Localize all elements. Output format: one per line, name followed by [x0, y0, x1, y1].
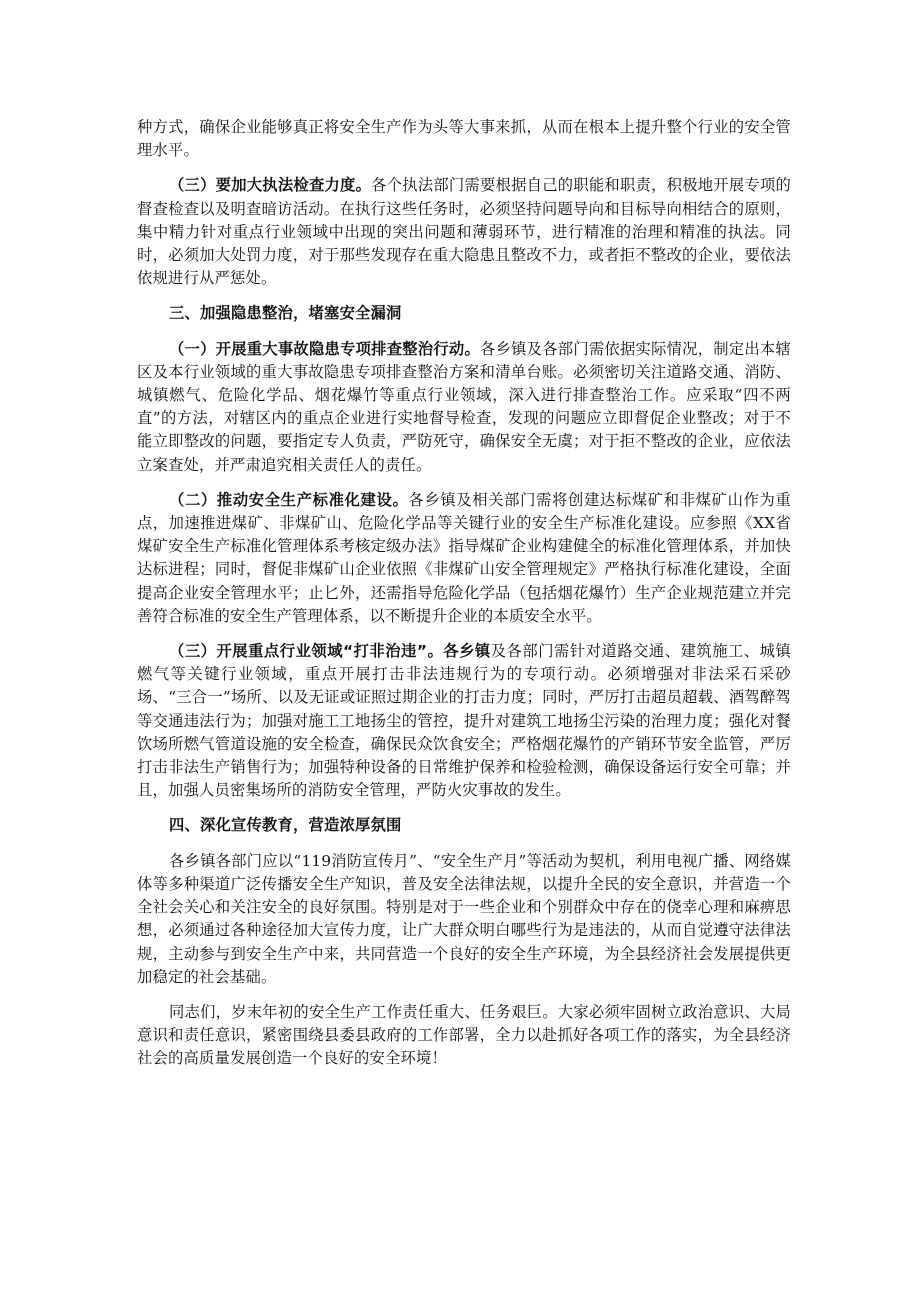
- paragraph-lead: （二）推动安全生产标准化建设。: [169, 490, 409, 509]
- section-heading-3: 三、加强隐患整治，堵塞安全漏洞: [169, 304, 402, 323]
- document-page: [137, 116, 791, 1071]
- paragraph-enforcement-inspection: [137, 174, 791, 290]
- paragraph-standardization: [137, 489, 791, 628]
- paragraph-body: 各乡镇及各部门需依据实际情况，制定出本辖区及本行业领域的重大事故隐患专项排查整治方案和清单台账。必须密切关注道路交通、消防、城镇燃气、危险化学品、烟花爆竹等重点行业领域，深入进行排查整治工作。应采取“四不两直”的方法，对辖区内的重点企业进行实地督导检查，发现的问题应立即督促企业整改；对于不能立即整改的问题，要指定专人负责，严防死守，确保安全无虞；对于拒不整改的企业，应依法立案查处，并严肃追究相关责任人的责任。: [137, 339, 791, 474]
- paragraph-crackdown: [137, 640, 791, 802]
- paragraph-publicity: 各乡镇各部门应以“119消防宣传月”、“安全生产月”等活动为契机，利用电视广播、网络媒体等多种渠道广泛传播安全生产知识，普及安全法律法规，以提升全民的安全意识，并营造一个全社会关心和关注安全的良好氛围。特别是对于一些企业和个别群众中存在的侥幸心理和麻痹思想，必须通过各种途径加大宣传力度，让广大群众明白哪些行为是违法的，从而自觉遵守法律法规，主动参与到安全生产中来，共同营造一个良好的安全生产环境，为全县经济社会发展提供更加稳定的社会基础。: [137, 851, 791, 986]
- section-heading-4: 四、深化宣传教育，营造浓厚氛围: [169, 816, 402, 835]
- paragraph-body: 各乡镇及相关部门需将创建达标煤矿和非煤矿山作为重点，加速推进煤矿、非煤矿山、危险化学品等关键行业的安全生产标准化建设。应参照《XX省煤矿安全生产标准化管理体系考核定级办法》指导煤矿企业构建健全的标准化管理体系，并加快达标进程；同时，督促非煤矿山企业依照《非煤矿山安全管理规定》严格执行标准化建设，全面提高企业安全管理水平；止匕外，还需指导危险化学品（包括烟花爆竹）生产企业规范建立并完善符合标准的安全生产管理体系，以不断提升企业的本质安全水平。: [137, 490, 791, 625]
- paragraph-hazard-inspection: [137, 338, 791, 477]
- paragraph-closing: 同志们，岁末年初的安全生产工作责任重大、任务艰巨。大家必须牢固树立政治意识、大局意识和责任意识，紧密围绕县委县政府的工作部署，全力以赴抓好各项工作的落实，为全县经济社会的高质量发展创造一个良好的安全环境！: [137, 1002, 791, 1068]
- paragraph-lead: （三）开展重点行业领域“打非治违”。各乡镇: [169, 642, 491, 661]
- paragraph-body: 及各部门需针对道路交通、建筑施工、城镇燃气等关键行业领域，重点开展打击非法违规行为的专项行动。必须增强对非法采石采砂场、“三合一”场所、以及无证或证照过期企业的打击力度；同时，严厉打击超员超载、酒驾醉驾等交通违法行为；加强对施工工地扬尘的管控，提升对建筑工地扬尘污染的治理力度；强化对餐饮场所燃气管道设施的安全检查，确保民众饮食安全；严格烟花爆竹的产销环节安全监管，严厉打击非法生产销售行为；加强特种设备的日常维护保养和检验检测，确保设备运行安全可靠；并且，加强人员密集场所的消防安全管理，严防火灾事故的发生。: [137, 642, 791, 800]
- paragraph-body: 各个执法部门需要根据自己的职能和职责，积极地开展专项的督查检查以及明查暗访活动。在执行这些任务时，必须坚持问题导向和目标导向相结合的原则，集中精力针对重点行业领域中出现的突出问题和薄弱环节，进行精准的治理和精准的执法。同时，必须加大处罚力度，对于那些发现存在重大隐患且整改不力，或者拒不整改的企业，要依法依规进行从严惩处。: [137, 176, 791, 288]
- paragraph-lead: （一）开展重大事故隐患专项排查整治行动。: [169, 339, 481, 358]
- paragraph-continuation: 种方式，确保企业能够真正将安全生产作为头等大事来抓，从而在根本上提升整个行业的安全管理水平。: [137, 118, 791, 160]
- paragraph-lead: （三）要加大执法检查力度。: [169, 176, 372, 195]
